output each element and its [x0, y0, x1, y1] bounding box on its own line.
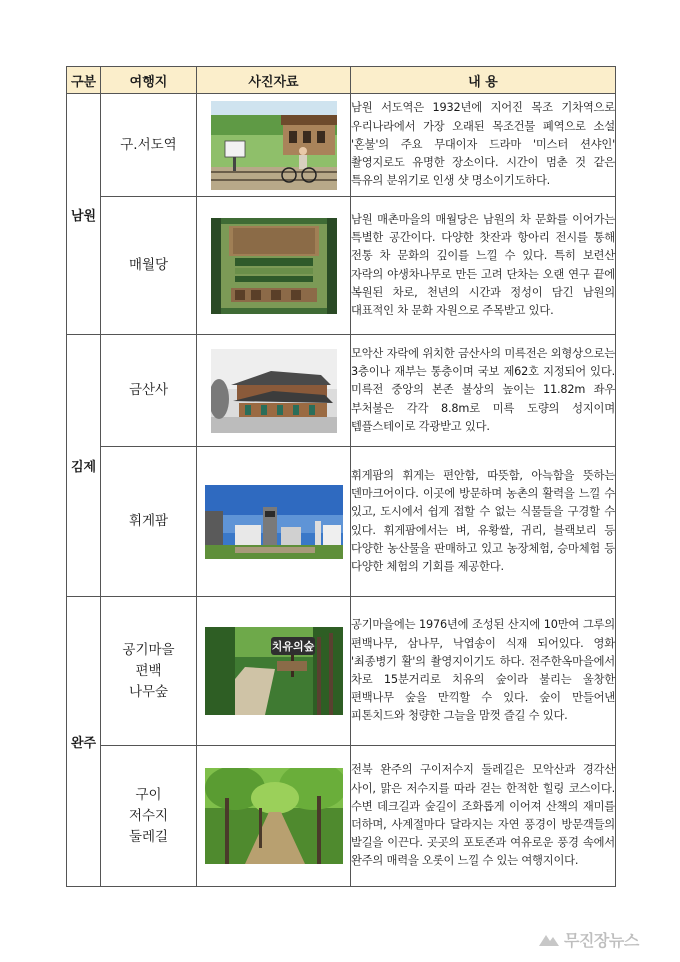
- description: 남원 서도역은 1932년에 지어진 목조 기차역으로 우리나라에서 가장 오래된 목조건물 폐역으로 소설 '혼불'의 주요 무대이자 드라마 '미스터 션샤인' 촬영지로도 유명한 장소이다. 시간이 멈춘 것 같은 특유의 분위기로 인생 샷 명소이기도하다.: [351, 94, 616, 197]
- table-row: [67, 335, 616, 447]
- photo-cell: [197, 335, 351, 447]
- table-row: [67, 447, 616, 597]
- destination-name: 휘게팜: [101, 447, 197, 597]
- destination-name: 금산사: [101, 335, 197, 447]
- description: 남원 매촌마을의 매월당은 남원의 차 문화를 이어가는 특별한 공간이다. 다양한 찻잔과 항아리 전시를 통해 전통 차 문화의 깊이를 느낄 수 있다. 특히 보련산 자락의 야생차나무로 만든 고려 단차는 오랜 연구 끝에 복원된 차로, 천년의 시간과 정성이 담긴 남원의 대표적인 차 문화 자원으로 주목받고 있다.: [351, 197, 616, 335]
- table-row: [67, 197, 616, 335]
- table-row: [67, 94, 616, 197]
- destination-name: 매월당: [101, 197, 197, 335]
- region-wanju: 완주: [67, 597, 101, 887]
- destination-name: 구.서도역: [101, 94, 197, 197]
- description: 전북 완주의 구이저수지 둘레길은 모악산과 경각산 사이, 맑은 저수지를 따라 걷는 한적한 힐링 코스이다. 수변 데크길과 숲길이 조화롭게 이어져 산책의 재미를 더하며, 사계절마다 달라지는 자연 풍경이 방문객들의 발길을 이끈다. 곳곳의 포토존과 여유로운 풍경 속에서 완주의 매력을 오롯이 느낄 수 있는 여행지이다.: [351, 746, 616, 887]
- header-region: 구분: [67, 67, 101, 94]
- photo-cell: [197, 447, 351, 597]
- description: 공기마을에는 1976년에 조성된 산지에 10만여 그루의 편백나무, 삼나무, 낙엽송이 식재 되어있다. 영화 '최종병기 활'의 촬영지이기도 하다. 전주한옥마을에서 차로 15분거리로 치유의 숲이라 불리는 울창한 편백나무 숲을 만끽할 수 있다. 숲이 만들어낸 피톤치드와 청량한 그늘을 맘껏 즐길 수 있다.: [351, 597, 616, 746]
- description: 모악산 자락에 위치한 금산사의 미륵전은 외형상으로는 3층이나 재부는 통층이며 국보 제62호 지정되어 있다. 미륵전 중앙의 본존 불상의 높이는 11.82m 좌우 부처불은 각각 8.8m로 미륵 도량의 성지이며 템플스테이로 각광받고 있다.: [351, 335, 616, 447]
- mountain-logo-icon: [538, 930, 560, 948]
- region-gimje: 김제: [67, 335, 101, 597]
- photo-cell: [197, 94, 351, 197]
- table-row: [67, 746, 616, 887]
- maewoldang-photo: [211, 218, 337, 314]
- table-header-row: [67, 67, 616, 94]
- region-namwon: 남원: [67, 94, 101, 335]
- description: 휘게팜의 휘게는 편안함, 따뜻함, 아늑함을 뜻하는 덴마크어이다. 이곳에 방문하며 농촌의 활력을 느낄 수 있고, 도시에서 쉽게 접할 수 없는 식물들을 구경할 수 있다. 휘게팜에서는 벼, 유황쌀, 귀리, 블랙보리 등 다양한 농산물을 판매하고 있고 농장체험, 승마체험 등 다양한 체험의 기회를 제공한다.: [351, 447, 616, 597]
- travel-table: [66, 66, 616, 887]
- photo-cell: [197, 597, 351, 746]
- svg-text:치유의숲: 치유의숲: [271, 640, 314, 653]
- hyggefarm-photo: [205, 485, 343, 559]
- header-destination: 여행지: [101, 67, 197, 94]
- geumsansa-photo: [211, 349, 337, 433]
- photo-cell: [197, 197, 351, 335]
- gui-reservoir-photo: [205, 768, 343, 864]
- header-content: 내 용: [351, 67, 616, 94]
- watermark-text: 무진장뉴스: [564, 930, 639, 950]
- header-photo: 사진자료: [197, 67, 351, 94]
- gonggi-forest-photo: [205, 627, 343, 715]
- destination-name: 구이 저수지 둘레길: [101, 746, 197, 887]
- watermark: [538, 926, 670, 952]
- photo-cell: [197, 746, 351, 887]
- seodo-station-photo: [211, 101, 337, 190]
- table-row: [67, 597, 616, 746]
- healing-forest-sign: [271, 637, 315, 655]
- destination-name: 공기마을 편백 나무숲: [101, 597, 197, 746]
